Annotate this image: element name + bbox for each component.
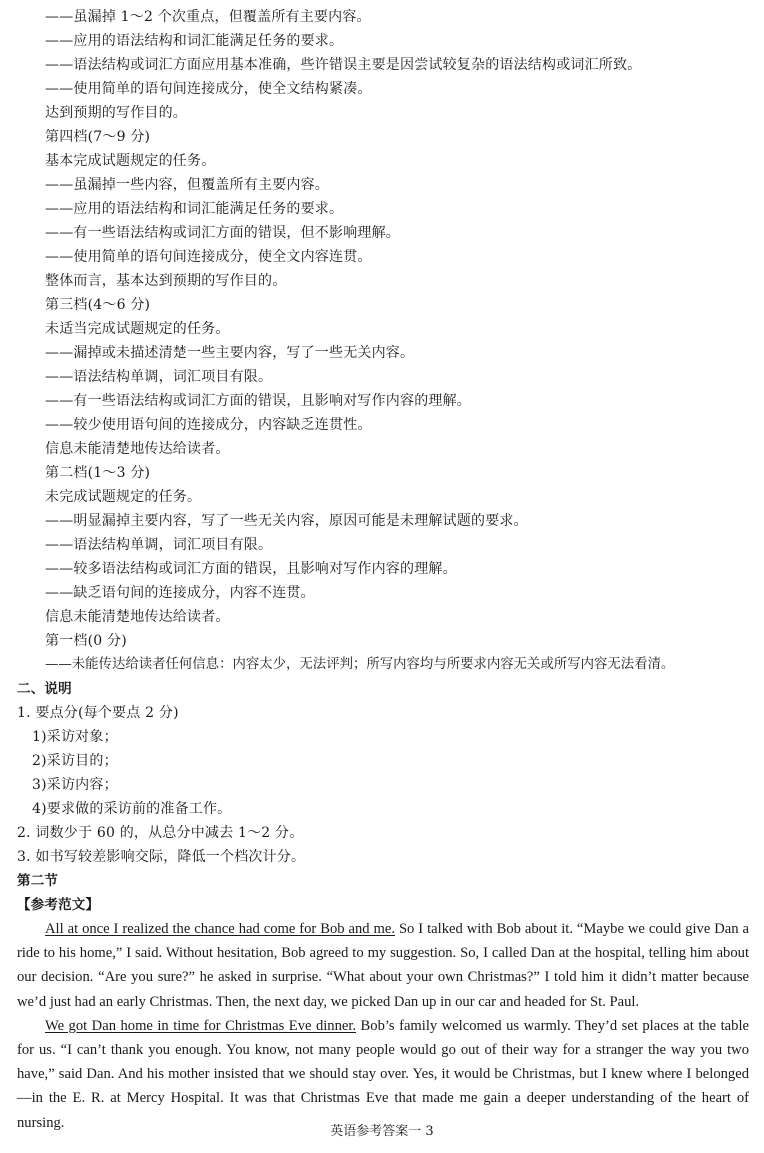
band4-line: ——使用简单的语句间连接成分，使全文内容连贯。 <box>45 249 372 265</box>
band1-title: 第一档(0 分) <box>45 633 127 649</box>
band2-title: 第二档(1～3 分) <box>45 465 151 481</box>
notes-point: 3)采访内容； <box>32 777 118 793</box>
band2-line: ——语法结构单调，词汇项目有限。 <box>45 537 273 553</box>
band4-title: 第四档(7～9 分) <box>45 129 151 145</box>
band3-title: 第三档(4～6 分) <box>45 297 151 313</box>
band5-summary: 达到预期的写作目的。 <box>45 105 187 121</box>
essay-paragraph-1 <box>17 917 749 1014</box>
band1-line: ——未能传达给读者任何信息：内容太少，无法评判；所写内容均与所要求内容无关或所写内容无法看清。 <box>45 657 675 672</box>
sample-essay-label: 【参考范文】 <box>17 897 100 913</box>
band2-line: ——明显漏掉主要内容，写了一些无关内容，原因可能是未理解试题的要求。 <box>45 513 528 529</box>
band3-line: 信息未能清楚地传达给读者。 <box>45 441 230 457</box>
notes-point: 1)采访对象； <box>32 729 118 745</box>
band2-line: ——缺乏语句间的连接成分，内容不连贯。 <box>45 585 315 601</box>
band5-criterion: ——语法结构或词汇方面应用基本准确，些许错误主要是因尝试较复杂的语法结构或词汇所致。 <box>45 57 642 73</box>
band4-line: 基本完成试题规定的任务。 <box>45 153 216 169</box>
sample-essay <box>17 917 749 1135</box>
band5-criterion: ——虽漏掉 1～2 个次重点，但覆盖所有主要内容。 <box>45 9 371 25</box>
band3-line: ——有一些语法结构或词汇方面的错误，且影响对写作内容的理解。 <box>45 393 471 409</box>
notes-point: 2)采访目的； <box>32 753 118 769</box>
band2-line: 信息未能清楚地传达给读者。 <box>45 609 230 625</box>
band5-criterion: ——应用的语法结构和词汇能满足任务的要求。 <box>45 33 344 49</box>
band3-line: 未适当完成试题规定的任务。 <box>45 321 230 337</box>
band3-line: ——漏掉或未描述清楚一些主要内容，写了一些无关内容。 <box>45 345 415 361</box>
notes-item-1: 1. 要点分(每个要点 2 分) <box>17 705 179 721</box>
band4-line: ——有一些语法结构或词汇方面的错误，但不影响理解。 <box>45 225 400 241</box>
band2-line: ——较多语法结构或词汇方面的错误，且影响对写作内容的理解。 <box>45 561 457 577</box>
notes-item-3: 3. 如书写较差影响交际，降低一个档次计分。 <box>17 849 306 865</box>
notes-heading: 二、说明 <box>17 681 72 697</box>
band3-line: ——语法结构单调，词汇项目有限。 <box>45 369 273 385</box>
essay-paragraph-2 <box>17 1014 749 1135</box>
page-footer: 英语参考答案一 3 <box>330 1124 434 1139</box>
given-opening-sentence: All at once I realized the chance had come for Bob and me. <box>45 921 395 937</box>
section2-heading: 第二节 <box>17 873 59 889</box>
band4-line: ——虽漏掉一些内容，但覆盖所有主要内容。 <box>45 177 329 193</box>
given-opening-sentence: We got Dan home in time for Christmas Eve dinner. <box>45 1017 357 1034</box>
band5-criterion: ——使用简单的语句间连接成分，使全文结构紧凑。 <box>45 81 372 97</box>
band3-line: ——较少使用语句间的连接成分，内容缺乏连贯性。 <box>45 417 372 433</box>
band2-line: 未完成试题规定的任务。 <box>45 489 202 505</box>
band4-line: 整体而言，基本达到预期的写作目的。 <box>45 273 287 289</box>
paragraph-body: Bob’s family welcomed us warmly. They’d set places at the table for us. “I can’t thank you enough. You know, not many people would go out of their way for a stranger the way you two have,” said Dan. And his mother insisted that we should stay over. Yes, it would be Christmas, but I knew where I belonged—in the E. R. at Mercy Hospital. It was that Christmas Eve that made me gain a deeper understanding of the heart of nursing. <box>17 1017 749 1131</box>
band4-line: ——应用的语法结构和词汇能满足任务的要求。 <box>45 201 344 217</box>
notes-item-2: 2. 词数少于 60 的，从总分中减去 1～2 分。 <box>17 825 304 841</box>
paragraph-body: So I talked with Bob about it. “Maybe we could give Dan a ride to his home,” I said. Without hesitation, Bob agreed to my suggestion. So, I called Dan at the hospital, telling him about our decision. “Are you sure?” he asked in surprise. “What about your own Christmas?” I told him it didn’t matter because we’d just had an early Christmas. Then, the next day, we picked Dan up in our car and headed for St. Paul. <box>17 921 750 1010</box>
notes-point: 4)要求做的采访前的准备工作。 <box>32 801 232 817</box>
